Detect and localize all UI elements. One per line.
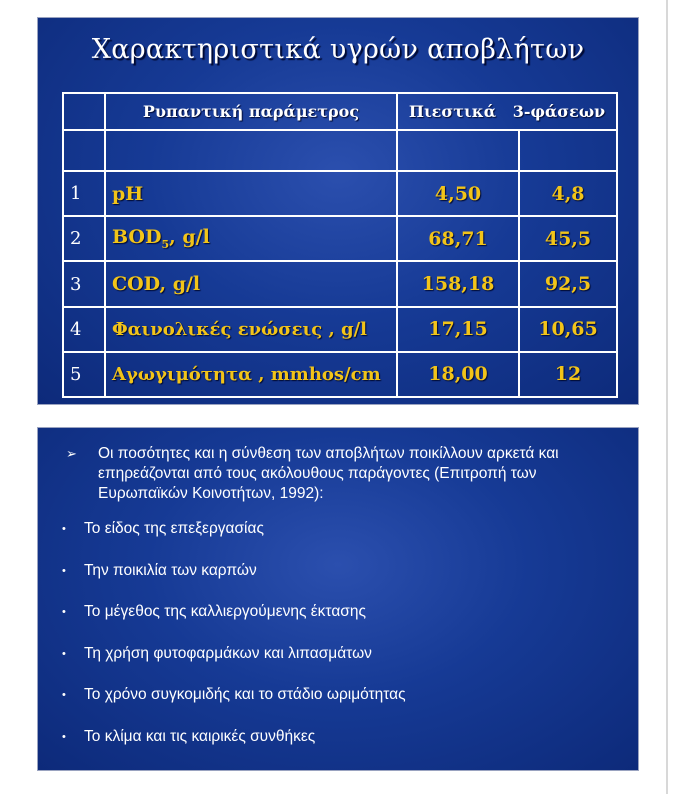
header-col-pressed: Πιεστικά: [408, 101, 497, 121]
spacer-cell: [519, 130, 617, 171]
row-parameter: COD, g/l: [105, 261, 397, 306]
bullet-dot-icon: •: [62, 647, 66, 660]
list-item-text: Το χρόνο συγκομιδής και το στάδιο ωριμότητας: [84, 686, 406, 703]
header-values: [397, 93, 617, 130]
row-number: 1: [63, 171, 105, 216]
bullet-dot-icon: •: [62, 564, 66, 577]
row-value-pressed: 158,18: [397, 261, 519, 306]
header-parameter: Ρυπαντική παράμετρος: [105, 93, 397, 130]
list-item: [62, 562, 622, 604]
list-item-text: Τη χρήση φυτοφαρμάκων και λιπασμάτων: [84, 644, 372, 662]
param-unit: , g/l: [169, 226, 210, 249]
row-value-three-phase: 12: [519, 352, 617, 397]
page-edge-rule: [666, 0, 668, 794]
bullet-dot-icon: •: [62, 606, 66, 618]
row-parameter: Αγωγιμότητα , mmhos/cm: [105, 352, 397, 397]
row-value-three-phase: 10,65: [519, 307, 617, 352]
list-item-text: Το μέγεθος της καλλιεργούμενης έκτασης: [84, 603, 366, 620]
factor-list: [62, 520, 622, 769]
bullet-dot-icon: •: [62, 689, 66, 701]
list-item: [62, 728, 622, 770]
row-parameter: pH: [105, 171, 397, 216]
row-parameter: Φαινολικές ενώσεις , g/l: [105, 307, 397, 352]
table-row: [63, 352, 617, 397]
slide-influencing-factors: [38, 428, 638, 770]
row-parameter: [105, 216, 397, 261]
list-item-text: Το είδος της επεξεργασίας: [84, 520, 264, 537]
intro-text: Οι ποσότητες και η σύνθεση των αποβλήτων ποικίλλουν αρκετά και επηρεάζονται από τους ακόλουθους παράγοντες (Επιτροπή των Ευρωπαϊκών Κοινοτήτων, 1992):: [98, 445, 559, 502]
spacer-cell: [105, 130, 397, 171]
slide-wastewater-characteristics: [38, 18, 638, 404]
slide-title: Χαρακτηριστικά υγρών αποβλήτων: [91, 34, 585, 65]
bullet-dot-icon: •: [62, 523, 66, 535]
arrow-bullet-icon: ➢: [66, 446, 77, 461]
intro-paragraph: [66, 444, 626, 504]
row-value-three-phase: 4,8: [519, 171, 617, 216]
table-row: [63, 261, 617, 306]
row-value-three-phase: 45,5: [519, 216, 617, 261]
list-item: [62, 603, 622, 645]
table-spacer-row: [63, 130, 617, 171]
row-value-pressed: 18,00: [397, 352, 519, 397]
row-number: 5: [63, 352, 105, 397]
param-text: BOD: [112, 226, 162, 249]
table-row: [63, 171, 617, 216]
header-col-three-phase: 3-φάσεων: [512, 101, 606, 121]
list-item: [62, 686, 622, 728]
header-number-cell: [63, 93, 105, 130]
row-value-pressed: 68,71: [397, 216, 519, 261]
spacer-cell: [63, 130, 105, 171]
row-number: 2: [63, 216, 105, 261]
table-row: [63, 216, 617, 261]
param-subscript: 5: [161, 238, 170, 252]
row-number: 4: [63, 307, 105, 352]
row-value-three-phase: 92,5: [519, 261, 617, 306]
list-item: [62, 520, 622, 562]
list-item: [62, 645, 622, 687]
table-row: [63, 307, 617, 352]
row-number: 3: [63, 261, 105, 306]
row-value-pressed: 4,50: [397, 171, 519, 216]
characteristics-table: [62, 92, 618, 398]
bullet-dot-icon: •: [62, 730, 66, 743]
row-value-pressed: 17,15: [397, 307, 519, 352]
spacer-cell: [397, 130, 519, 171]
list-item-text: Την ποικιλία των καρπών: [84, 561, 257, 579]
list-item-text: Το κλίμα και τις καιρικές συνθήκες: [84, 727, 316, 745]
